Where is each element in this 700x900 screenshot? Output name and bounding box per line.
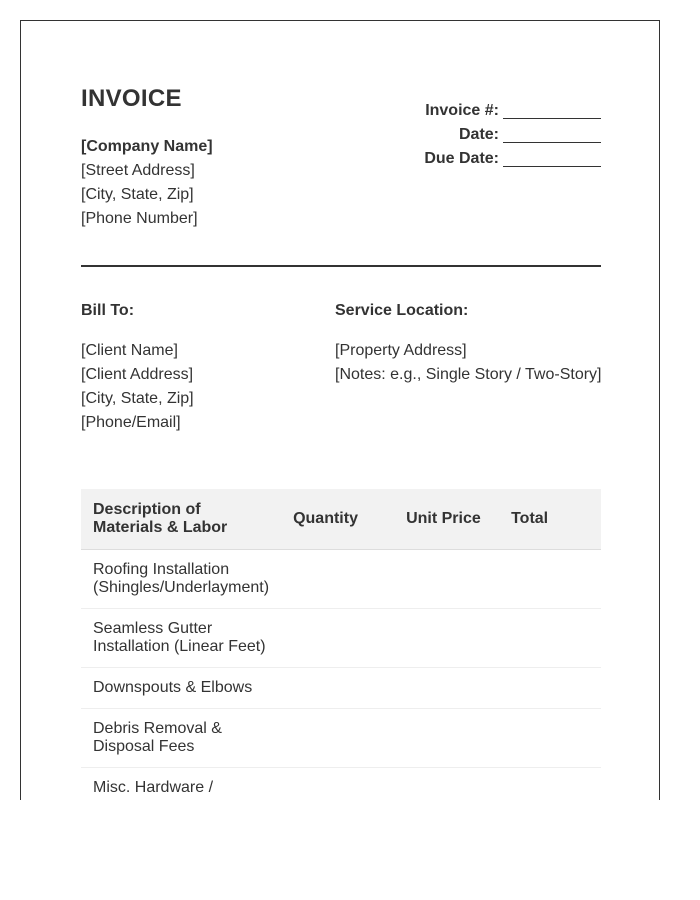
service-location-section: [335, 299, 615, 387]
row-total[interactable]: [499, 609, 601, 668]
company-phone: [Phone Number]: [81, 210, 198, 227]
table-row: [81, 609, 601, 668]
row-total[interactable]: [499, 768, 601, 801]
due-date-label: Due Date:: [424, 150, 499, 167]
due-date-field[interactable]: [503, 150, 601, 167]
row-quantity[interactable]: [281, 609, 394, 668]
row-quantity[interactable]: [281, 550, 394, 609]
invoice-page: [20, 20, 660, 800]
bill-to-client-address: [Client Address]: [81, 366, 194, 383]
row-unit-price[interactable]: [394, 609, 499, 668]
row-description: Roofing Installation (Shingles/Underlayment): [81, 550, 281, 609]
table-row: [81, 768, 601, 801]
row-description: Downspouts & Elbows: [81, 668, 281, 709]
row-quantity[interactable]: [281, 709, 394, 768]
bill-to-city: [City, State, Zip]: [81, 390, 194, 407]
table-header-row: [81, 489, 601, 550]
row-unit-price[interactable]: [394, 668, 499, 709]
table-row: [81, 550, 601, 609]
invoice-number-row: [361, 99, 601, 123]
invoice-number-field[interactable]: [503, 102, 601, 119]
row-description: Debris Removal & Disposal Fees: [81, 709, 281, 768]
row-total[interactable]: [499, 668, 601, 709]
header-total: Total: [499, 489, 601, 550]
service-property-address: [Property Address]: [335, 342, 467, 359]
bill-to-section: [81, 299, 331, 435]
bill-to-client-name: [Client Name]: [81, 342, 178, 359]
header-unit-price: Unit Price: [394, 489, 499, 550]
invoice-meta: [361, 99, 601, 171]
row-unit-price[interactable]: [394, 768, 499, 801]
header-divider: [81, 265, 601, 267]
row-quantity[interactable]: [281, 668, 394, 709]
date-field[interactable]: [503, 126, 601, 143]
date-label: Date:: [458, 126, 499, 143]
line-items-table: [81, 489, 601, 800]
row-total[interactable]: [499, 709, 601, 768]
table-row: [81, 668, 601, 709]
invoice-title: INVOICE: [81, 85, 182, 112]
company-city: [City, State, Zip]: [81, 186, 194, 203]
bill-to-heading: Bill To:: [81, 302, 135, 319]
row-description: Misc. Hardware /: [81, 768, 281, 801]
row-unit-price[interactable]: [394, 709, 499, 768]
row-total[interactable]: [499, 550, 601, 609]
due-date-row: [361, 147, 601, 171]
service-location-heading: Service Location:: [335, 302, 469, 319]
table-row: [81, 709, 601, 768]
date-row: [361, 123, 601, 147]
header-description: Description of Materials & Labor: [81, 489, 281, 550]
company-name: [Company Name]: [81, 138, 213, 155]
header-quantity: Quantity: [281, 489, 394, 550]
invoice-number-label: Invoice #:: [425, 102, 499, 119]
row-unit-price[interactable]: [394, 550, 499, 609]
row-description: Seamless Gutter Installation (Linear Feet): [81, 609, 281, 668]
service-notes: [Notes: e.g., Single Story / Two-Story]: [335, 366, 602, 383]
company-street: [Street Address]: [81, 162, 195, 179]
row-quantity[interactable]: [281, 768, 394, 801]
company-info: [81, 135, 213, 231]
bill-to-contact: [Phone/Email]: [81, 414, 181, 431]
